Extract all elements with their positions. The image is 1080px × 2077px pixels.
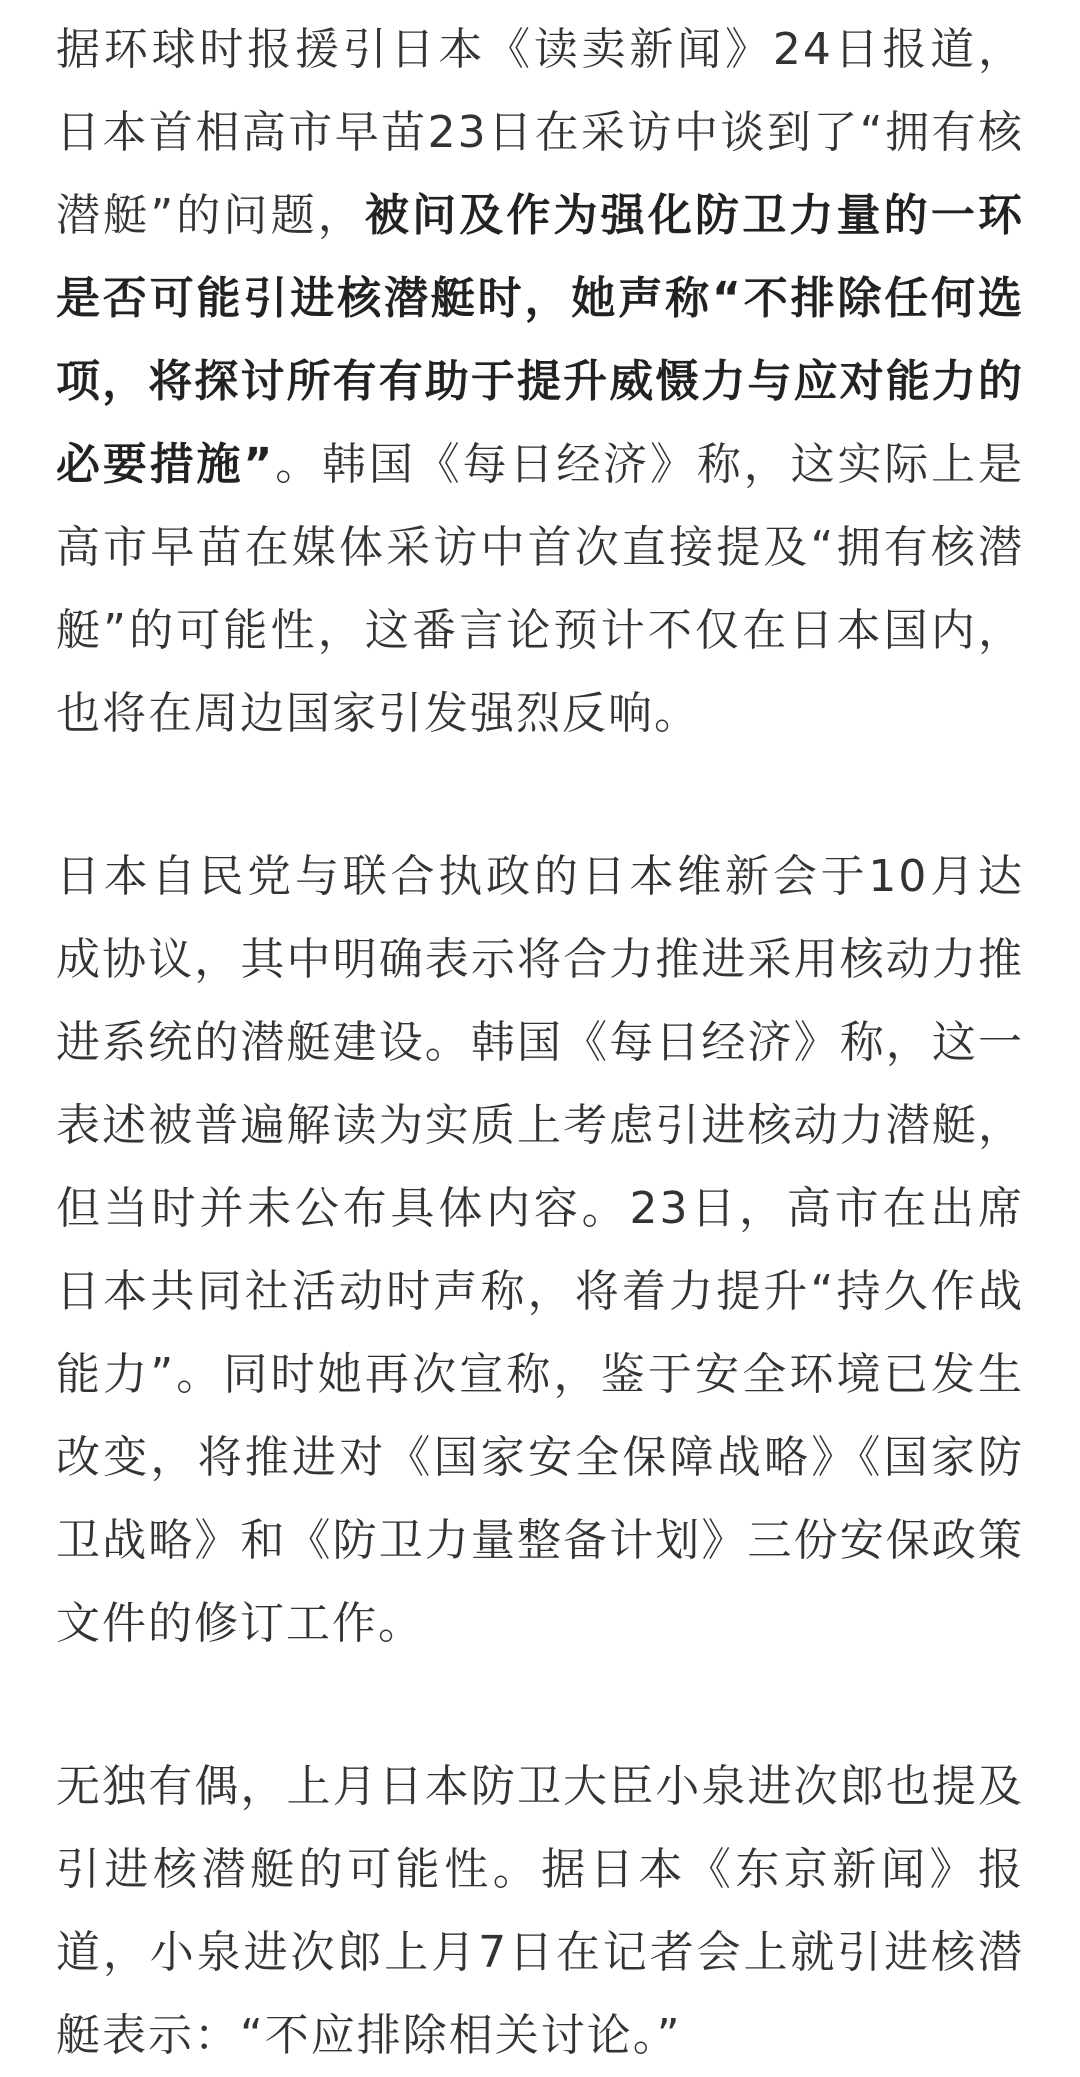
article-body (56, 8, 1024, 2077)
paragraph-1-bold-quote: 被问及作为强化防卫力量的一环是否可能引进核潜艇时，她声称“不排除任何选项，将探讨所有有助于提升威慑力与应对能力的必要措施” (56, 190, 1025, 490)
paragraph-1-tail: 。韩国《每日经济》称，这实际上是高市早苗在媒体采访中首次直接提及“拥有核潜艇”的可能性，这番言论预计不仅在日本国内，也将在周边国家引发强烈反响。 (56, 439, 1025, 739)
paragraph-3: 无独有偶，上月日本防卫大臣小泉进次郎也提及引进核潜艇的可能性。据日本《东京新闻》报道，小泉进次郎上月7日在记者会上就引进核潜艇表示：“不应排除相关讨论。” (56, 1761, 1024, 2061)
paragraph-2: 日本自民党与联合执政的日本维新会于10月达成协议，其中明确表示将合力推进采用核动力推进系统的潜艇建设。韩国《每日经济》称，这一表述被普遍解读为实质上考虑引进核动力潜艇，但当时并未公布具体内容。23日，高市在出席日本共同社活动时声称，将着力提升“持久作战能力”。同时她再次宣称，鉴于安全环境已发生改变，将推进对《国家安全保障战略》《国家防卫战略》和《防卫力量整备计划》三份安保政策文件的修订工作。 (56, 851, 1024, 1649)
paragraph-1-lead: 据环球时报援引日本《读卖新闻》24日报道，日本首相高市早苗23日在采访中谈到了“拥有核潜艇”的问题， (56, 24, 1024, 241)
paragraph-1 (56, 8, 1024, 755)
